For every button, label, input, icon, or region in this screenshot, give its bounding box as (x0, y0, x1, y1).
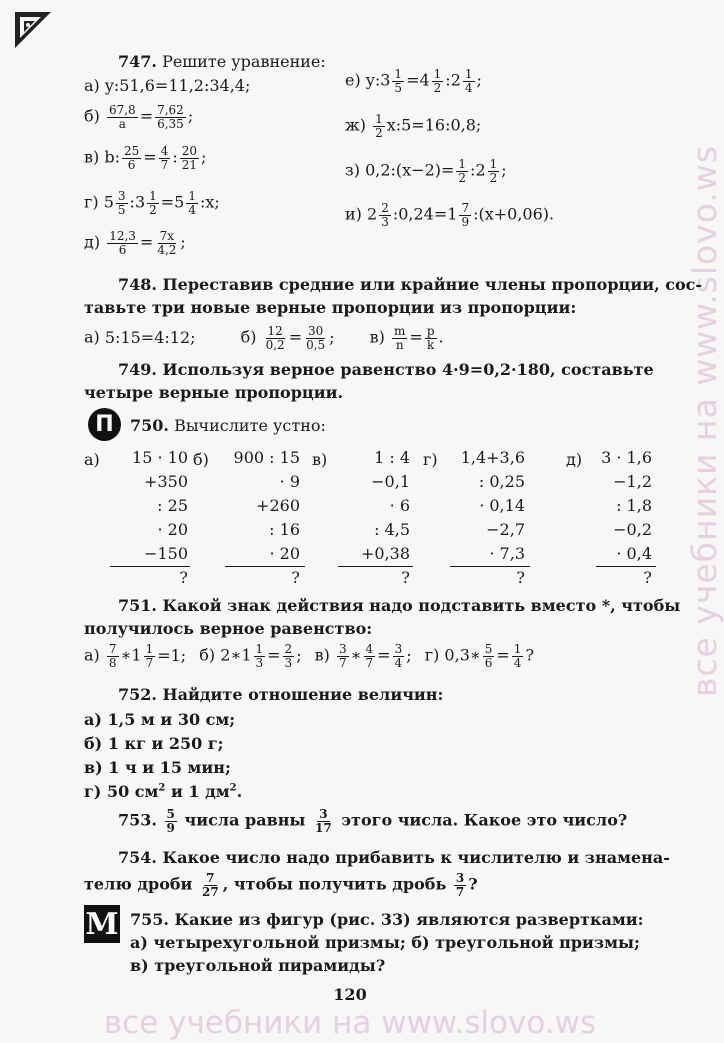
fraction: $\frac{1}{2}$ (489, 157, 498, 185)
task-750-heading (130, 416, 326, 435)
fraction: $\frac{1}{5}$ (394, 67, 403, 95)
fraction: $\frac{1}{4}$ (188, 189, 196, 217)
task-752-item-v: в) 1 ч и 15 мин; (84, 758, 231, 777)
fraction: $\frac{p}{k}$ (426, 324, 435, 352)
fraction: $\frac{1}{4}$ (464, 67, 473, 95)
task-747-b: б) $\frac{67,8}{a}$ = $\frac{7,62}{6,35}$ ; (84, 103, 194, 131)
chain-d-label: д) (566, 450, 583, 469)
advanced-task-badge-icon: М (85, 906, 119, 942)
corner-ornament-icon (15, 12, 51, 48)
fraction: $\frac{1}{2}$ (375, 112, 383, 140)
chain-d-underline (596, 566, 656, 567)
fraction: $\frac{2}{3}$ (284, 642, 293, 670)
item-label: а) (84, 76, 100, 95)
item-label: г) (84, 192, 99, 212)
task-747-a (84, 76, 250, 95)
chain-g-underline (450, 566, 530, 567)
item-label: в) (84, 147, 100, 167)
fraction: $\frac{4}{7}$ (160, 144, 169, 172)
task-752-title: 752. Найдите отношение величин: (118, 685, 444, 704)
chain-v-underline (338, 566, 413, 567)
task-747-i: и) 2 $\frac{2}{3}$ :0,24=1 $\frac{7}{9}$ :(x+0,06). (345, 201, 555, 229)
item-label: г) (424, 645, 440, 665)
chain-v: 1 : 4 −0,1 · 6 : 4,5 +0,38 ? (360, 448, 410, 587)
fraction: $\frac{2}{3}$ (381, 201, 389, 229)
task-747-d: д) $\frac{12,3}{6}$ = $\frac{7x}{4,2}$ ; (84, 229, 186, 257)
fraction: $\frac{3}{17}$ (315, 807, 332, 835)
item-label: ж) (345, 115, 366, 135)
task-755-line2: а) четырехугольной призмы; б) треугольной призмы; (130, 933, 640, 952)
task-754-line1: 754. Какое число надо прибавить к числителю и знамена- (118, 848, 670, 867)
task-747-z: з) 0,2:(x−2)= $\frac{1}{2}$ :2 $\frac{1}{2}$ ; (345, 157, 507, 185)
chain-v-label: в) (312, 450, 328, 469)
fraction: $\frac{7,62}{6,35}$ (157, 103, 184, 131)
chain-g: 1,4+3,6 : 0,25 · 0,14 −2,7 · 7,3 ? (460, 448, 525, 587)
task-751-items: а) $\frac{7}{8}$ ∗1 $\frac{1}{7}$ =1; б) 2∗1 $\frac{1}{3}$ = $\frac{2}{3}$ ; в) $\frac{3}{7}$ ∗ $\frac{4}{7}$ = $\frac{3}{4}$ ; г) 0,3∗ $\frac{5}{6}$ = $\frac{1}{4}$ ? (84, 642, 535, 670)
fraction: $\frac{1}{7}$ (145, 642, 154, 670)
side-watermark: все учебники на www.slovo.ws (685, 145, 724, 698)
fraction: $\frac{4}{7}$ (365, 642, 374, 670)
equation: 5:15=4:12; (104, 327, 196, 347)
item-label: в) (369, 327, 385, 347)
fraction: $\frac{5}{9}$ (166, 807, 175, 835)
fraction: $\frac{m}{n}$ (394, 324, 406, 352)
chain-b: 900 : 15 · 9 +260 : 16 · 20 ? (233, 448, 300, 587)
task-751-line1: 751. Какой знак действия надо подставить вместо *, чтобы (118, 596, 681, 615)
task-748-line2: тавьте три новые верные пропорции из пропорции: (84, 298, 577, 317)
chain-a: 15 · 10 +350 : 25 · 20 −150 ? (132, 448, 188, 587)
fraction: $\frac{1}{2}$ (458, 157, 467, 185)
task-747-g: г) 5 $\frac{3}{5}$ :3 $\frac{1}{2}$ =5 $\frac{1}{4}$ :x; (84, 189, 220, 217)
fraction: $\frac{30}{0,5}$ (306, 324, 326, 352)
fraction: $\frac{3}{7}$ (455, 871, 465, 899)
fraction: $\frac{1}{2}$ (433, 67, 442, 95)
page-number: 120 (333, 985, 367, 1004)
task-747-zh: ж) $\frac{1}{2}$ x:5=16:0,8; (345, 112, 482, 140)
bottom-watermark: все учебники на www.slovo.ws (103, 1005, 597, 1041)
task-752-item-g: г) 50 $см^2$ и 1 $дм^2$. (84, 782, 243, 801)
fraction: $\frac{3}{5}$ (117, 189, 126, 217)
task-755-line1: 755. Какие из фигур (рис. 33) являются развертками: (130, 910, 644, 929)
fraction: $\frac{7}{9}$ (461, 201, 470, 229)
fraction: $\frac{7}{27}$ (202, 871, 219, 899)
task-754-line2: телю дроби $\frac{7}{27}$ , чтобы получить дробь $\frac{3}{7}$ ? (84, 871, 478, 899)
fraction: $\frac{67,8}{a}$ (108, 103, 136, 131)
task-749-line1: 749. Используя верное равенство 4·9=0,2·180, составьте (118, 360, 654, 379)
item-label: б) (84, 106, 100, 126)
item-label: б) (240, 327, 257, 347)
fraction: $\frac{7}{8}$ (108, 642, 117, 670)
item-label: в) (314, 645, 330, 665)
task-750-number: 750. (130, 416, 169, 435)
item-label: а) (84, 327, 100, 347)
fraction: $\frac{5}{6}$ (484, 642, 493, 670)
item-label: а) (84, 645, 100, 665)
fraction: $\frac{12,3}{6}$ (109, 229, 136, 257)
fraction: $\frac{1}{3}$ (255, 642, 264, 670)
task-750-title: Вычислите устно: (174, 416, 326, 435)
fraction: $\frac{3}{4}$ (394, 642, 403, 670)
fraction: $\frac{12}{0,2}$ (265, 324, 285, 352)
task-747-heading (118, 52, 326, 71)
task-749-line2: четыре верные пропорции. (84, 383, 344, 402)
item-label: б) (199, 645, 216, 665)
task-747-e: е) y:3 $\frac{1}{5}$ =4 $\frac{1}{2}$ :2 $\frac{1}{4}$ ; (345, 67, 482, 95)
task-747-title: Решите уравнение: (162, 52, 326, 71)
item-label: д) (84, 232, 101, 252)
item-label: е) (345, 70, 361, 90)
task-752-item-b: б) 1 кг и 250 г; (84, 734, 224, 753)
chain-a-label: а) (84, 450, 100, 469)
task-752-item-a: а) 1,5 м и 30 см; (84, 710, 236, 729)
task-747-v: в) b: $\frac{25}{6}$ = $\frac{4}{7}$ : $\frac{20}{21}$ ; (84, 144, 207, 172)
chain-b-underline (225, 566, 305, 567)
oral-task-badge-icon: П (88, 408, 121, 441)
item-label: з) (345, 160, 360, 180)
fraction: $\frac{3}{7}$ (339, 642, 347, 670)
chain-d: 3 · 1,6 −1,2 : 1,8 −0,2 · 0,4 ? (601, 448, 652, 587)
fraction: $\frac{7x}{4,2}$ (157, 229, 177, 257)
fraction: $\frac{1}{2}$ (149, 189, 157, 217)
equation: y:51,6=11,2:34,4; (104, 76, 251, 95)
task-747-number: 747. (118, 52, 157, 71)
task-753: 753. $\frac{5}{9}$ числа равны $\frac{3}{17}$ этого числа. Какое это число? (118, 807, 628, 835)
task-748-options: а) 5:15=4:12; б) $\frac{12}{0,2}$ = $\frac{30}{0,5}$ ; в) $\frac{m}{n}$ = $\frac{p}{k}$ . (84, 324, 444, 352)
chain-a-underline (110, 566, 190, 567)
item-label: и) (345, 204, 362, 224)
chain-b-label: б) (193, 450, 209, 469)
task-751-line2: получилось верное равенство: (84, 619, 373, 638)
fraction: $\frac{20}{21}$ (181, 144, 197, 172)
task-748-line1: 748. Переставив средние или крайние члены пропорции, сос- (118, 275, 703, 294)
task-755-line3: в) треугольной пирамиды? (130, 956, 386, 975)
fraction: $\frac{1}{4}$ (513, 642, 522, 670)
fraction: $\frac{25}{6}$ (123, 144, 140, 172)
chain-g-label: г) (423, 450, 438, 469)
